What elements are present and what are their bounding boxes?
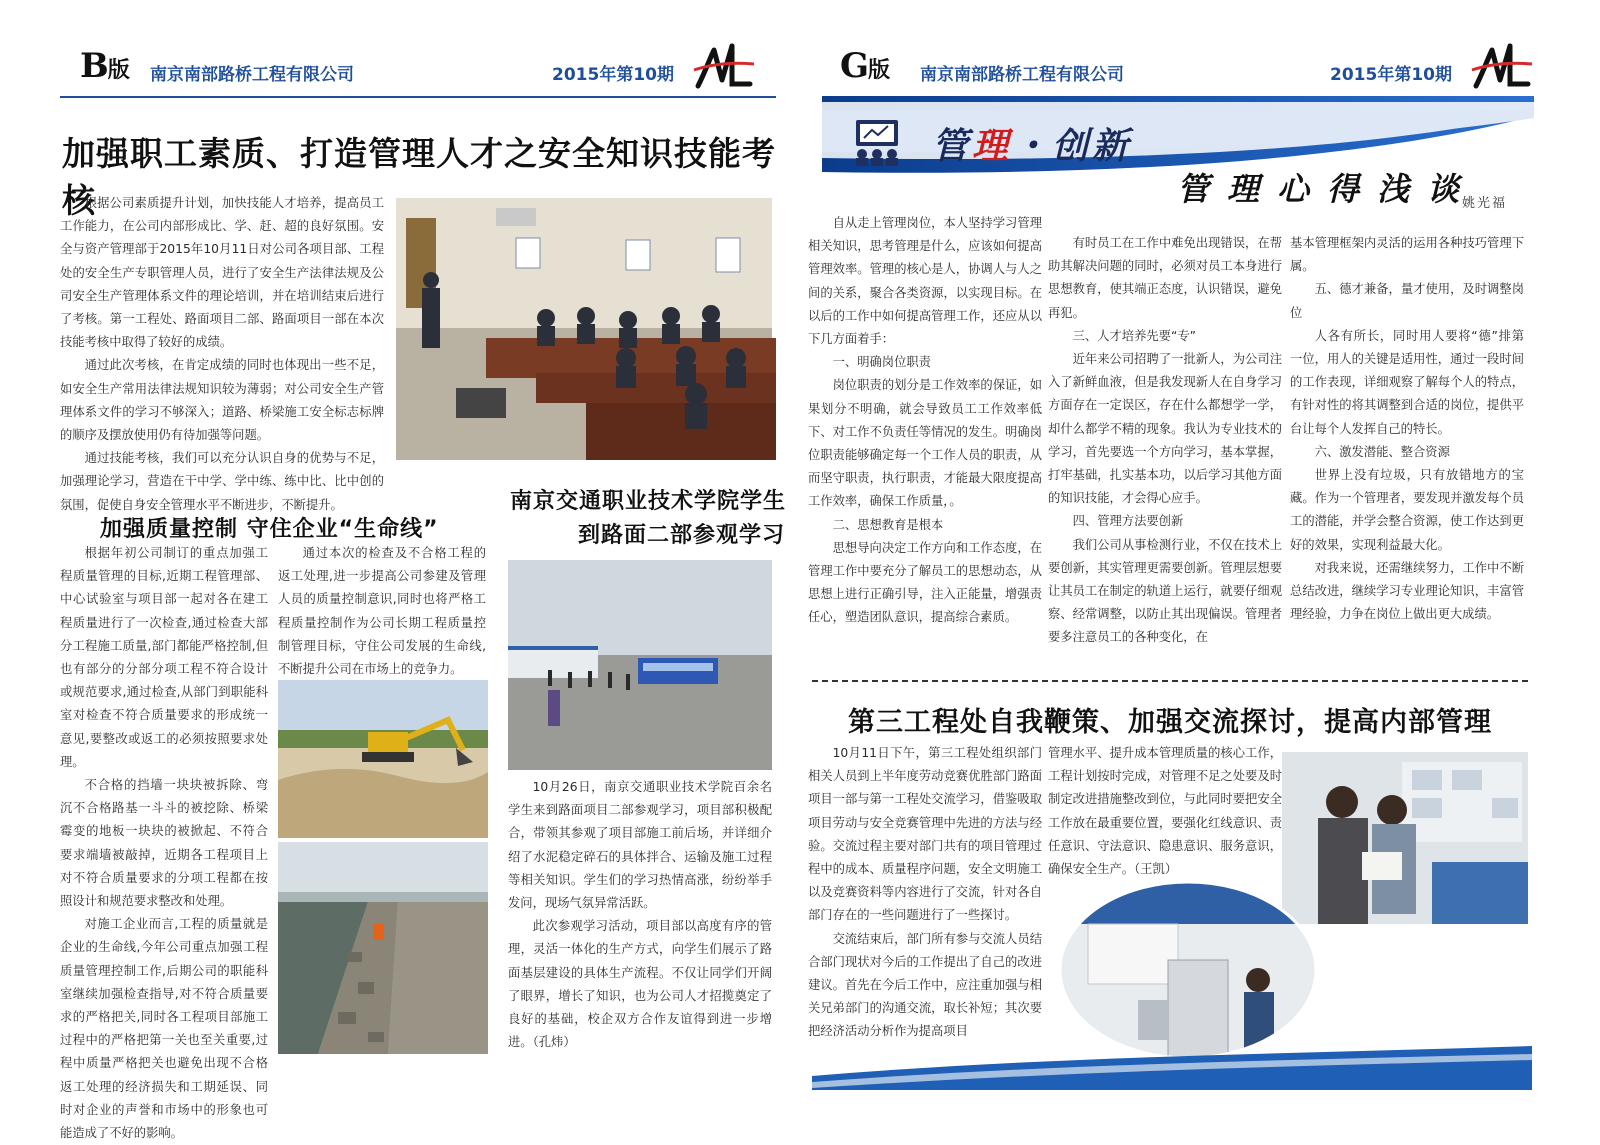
- section-heading: 六、激发潜能、整合资源: [1314, 444, 1450, 459]
- page-b-header-rule: [60, 96, 776, 98]
- paragraph: 我们公司从事检测行业，不仅在技术上要创新，其实管理更需要创新。管理层想要让其员工在制定的轨道上运行，就要仔细观察、经常调整，以防止其出现偏误。管理者要多注意员工的各种变化，在: [1048, 537, 1282, 645]
- article-quality-col2: [278, 542, 486, 681]
- page-b-issue: 2015年第10期: [552, 65, 674, 85]
- paragraph: 岗位职责的划分是工作效率的保证，如果划分不明确，就会导致员工工作效率低下、对工作不负责任等情况的发生。明确岗位职责能够确定每一个工作人员的职责，从而坚守职责，执行职责，才能最大限度提高工作效率，确保工作质量，。: [808, 378, 1042, 509]
- page-g-version: [840, 46, 889, 86]
- paragraph: 不合格的挡墙一块块被拆除、弯沉不合格路基一斗斗的被挖除、桥梁霉变的地板一块块的被掀起、不符合要求端墙被敲掉，近期各工程项目上对不符合质量要求的分项工程都在按照设计和规范要求整改和处理。: [60, 778, 268, 909]
- paragraph: 世界上没有垃圾，只有放错地方的宝藏。作为一个管理者，要发现并激发每个员工的潜能，并学会整合资源，使工作达到更好的效果，实现利益最大化。: [1290, 468, 1524, 552]
- article-student-visit-body: [508, 776, 772, 1054]
- article-title-third-division: 第三工程处自我鞭策、加强交流探讨，提高内部管理: [848, 707, 1492, 738]
- paragraph: 人各有所长，同时用人要将“德”排第一位，用人的关键是适用性，通过一段时间的工作表现，详细观察了解每个人的特点，有针对性的将其调整到合适的岗位，提供平台让每个人发挥自己的特长。: [1290, 328, 1524, 436]
- photo-lab-inspection: [1058, 880, 1318, 1060]
- paragraph: 管理水平、提升成本管理质量的核心工作，工程计划按时完成，对管理不足之处要及时制定改进措施整改到位，与此同时要把安全工作放在最重要位置，要强化红线意识、责任意识、守法意识、隐患意识、服务意识，确保安全生产。（王凯）: [1048, 746, 1282, 877]
- essay-author: 姚光福: [1462, 196, 1508, 211]
- version-suffix: 版: [107, 57, 129, 83]
- paragraph: 通过技能考核，我们可以充分认识自身的优势与不足，加强理论学习，营造在干中学、学中练、练中比、比中创的氛围，促使自身安全管理水平不断进步，不断提升。: [60, 451, 384, 512]
- banner-title-part: 管: [932, 125, 973, 167]
- page-b-company-name: 南京南部路桥工程有限公司: [150, 65, 354, 85]
- photo-excavator: [278, 680, 488, 838]
- section-divider: [812, 680, 1528, 682]
- section-heading: 五、德才兼备，量才使用，及时调整岗位: [1290, 282, 1524, 320]
- photo-training-classroom: [396, 198, 772, 460]
- essay-col1: [808, 212, 1042, 630]
- essay-col2: [1048, 232, 1282, 650]
- version-letter: B: [80, 46, 108, 86]
- banner-title-accent: 理: [972, 125, 1013, 167]
- article-third-division-col2: [1048, 742, 1282, 881]
- version-letter: G: [840, 46, 869, 86]
- page-b-header: [0, 40, 790, 100]
- article-third-division-col1: [808, 742, 1042, 1044]
- page-b-version: [80, 46, 129, 86]
- section-heading: 四、管理方法要创新: [1072, 514, 1184, 529]
- paragraph: 此次参观学习活动，项目部以高度有序的管理，灵活一体化的生产方式，向学生们展示了路面基层建设的具体生产流程。不仅让同学们开阔了眼界，增长了知识，也为公司人才招揽奠定了良好的基础，校企双方合作友谊得到进一步增进。（孔炜）: [508, 919, 772, 1050]
- company-logo-icon: [1470, 40, 1534, 92]
- photo-stone-retaining-wall: [278, 842, 488, 1054]
- section-heading: 三、人才培养先要“专”: [1072, 328, 1197, 343]
- paragraph: 有时员工在工作中难免出现错误，在帮助其解决问题的同时，必须对员工本身进行思想教育，使其端正态度，认识错误，避免再犯。: [1048, 236, 1282, 320]
- presentation-icon: [850, 118, 904, 166]
- footer-wave-decoration: [812, 1046, 1532, 1090]
- photo-student-visit: [508, 560, 772, 770]
- page-g-header: [822, 40, 1600, 100]
- page-g-issue: 2015年第10期: [1330, 65, 1452, 85]
- photo-office-discussion: [1282, 752, 1528, 924]
- paragraph: 10月26日，南京交通职业技术学院百余名学生来到路面项目二部参观学习，项目部积极配合，带领其参观了项目部施工前后场，并详细介绍了水泥稳定碎石的具体拌合、运输及施工过程等相关知识。学生们的学习热情高涨，纷纷举手发问，现场气氛异常活跃。: [508, 780, 772, 911]
- paragraph: 对施工企业而言,工程的质量就是企业的生命线,今年公司重点加强工程质量管理控制工作,后期公司的职能科室继续加强检查指导,对不符合质量要求的严格把关,同时各工程项目部施工过程中的严格把第一关也至关重要,过程中质量严格把关也避免出现不合格返工处理的经济损失和工期延误、同时对企业的声誉和市场中的形象也可能造成了不好的影响。: [60, 917, 268, 1141]
- article-safety-exam-body: [60, 192, 384, 517]
- paragraph: 对我来说，还需继续努力，工作中不断总结改进，继续学习专业理论知识，丰富管理经验，力争在岗位上做出更大成绩。: [1290, 560, 1524, 622]
- paragraph: 基本管理框架内灵活的运用各种技巧管理下属。: [1290, 236, 1524, 274]
- page-g: [808, 0, 1600, 1090]
- section-heading: 一、明确岗位职责: [832, 355, 931, 370]
- article-title-student-visit-line1: 南京交通职业技术学院学生: [510, 489, 787, 514]
- essay-title: 管理心得浅谈: [1177, 170, 1478, 208]
- article-quality-col1: [60, 542, 268, 1145]
- article-title-student-visit-line2: 到路面二部参观学习: [578, 523, 786, 548]
- article-title-safety-exam: 加强职工素质、打造管理人才之安全知识技能考核: [62, 134, 776, 220]
- article-title-quality-control: 加强质量控制 守住企业“生命线”: [100, 517, 439, 542]
- paragraph: 10月11日下午，第三工程处组织部门相关人员到上半年度劳动竞赛优胜部门路面项目一部与第一工程处交流学习，借鉴吸取项目劳动与安全竞赛管理中先进的方法与经验。交流过程主要对部门共有的项目管理过程中的成本、质量程序问题，安全文明施工以及竞赛资料等内容进行了交流，针对各自部门存在的一些问题进行了一些探讨。: [808, 746, 1042, 923]
- paragraph: 自从走上管理岗位，本人坚持学习管理相关知识，思考管理是什么，应该如何提高管理效率。管理的核心是人，协调人与人之间的关系，聚合各类资源，以实现目标。在以后的工作中如何提高管理工作，还应从以下几方面着手：: [808, 216, 1042, 347]
- paragraph: 通过此次考核，在肯定成绩的同时也体现出一些不足，如安全生产常用法律法规知识较为薄弱；对公司安全生产管理体系文件的学习不够深入；道路、桥梁施工安全标志标牌的顺序及摆放使用仍有待加强等问题。: [60, 358, 384, 443]
- section-heading: 二、思想教育是根本: [832, 517, 944, 532]
- version-suffix: 版: [868, 57, 890, 83]
- banner-title-part: ・创新: [1012, 125, 1133, 167]
- page-g-company-name: 南京南部路桥工程有限公司: [920, 65, 1124, 85]
- paragraph: 根据年初公司制订的重点加强工程质量管理的目标,近期工程管理部、中心试验室与项目部一起对各在建工程质量进行了一次检查,通过检查大部分工程施工质量,部门都能严格控制,但也有部分的分部分项工程不符合设计或规范要求,通过检查,从部门到职能科室对检查不符合质量要求的形成统一意见,要整改或返工的必须按照要求处理。: [60, 546, 268, 769]
- page-b: [0, 0, 790, 1141]
- paragraph: 近年来公司招聘了一批新人，为公司注入了新鲜血液，但是我发现新人在自身学习方面存在一定误区，存在什么都想学一学，却什么都学不精的现象。我认为专业技术的学习，首先要选一个方向学习，基本掌握，打牢基础，扎实基本功，以后学习其他方面的知识技能，才会得心应手。: [1048, 352, 1282, 506]
- paragraph: 通过本次的检查及不合格工程的返工处理,进一步提高公司参建及管理人员的质量控制意识,同时也将严格工程质量控制作为公司长期工程质量控制管理目标，守住公司发展的生命线,不断提升公司在市场上的竞争力。: [278, 546, 486, 677]
- paragraph: 思想导向决定工作方向和工作态度，在管理工作中要充分了解员工的思想动态，从思想上进行正确引导，注入正能量，增强责任心，塑造团队意识，提高综合素质。: [808, 540, 1042, 625]
- management-innovation-banner: [822, 96, 1534, 174]
- essay-col3: [1290, 232, 1524, 626]
- paragraph: 交流结束后，部门所有参与交流人员结合部门现状对今后的工作提出了自己的改进建议。首先在今后工作中，应注重加强与相关兄弟部门的沟通交流，取长补短；其次要把经济活动分析作为提高项目: [808, 931, 1042, 1039]
- banner-title: [932, 118, 1132, 169]
- company-logo-icon: [692, 40, 756, 92]
- paragraph: 根据公司素质提升计划，加快技能人才培养，提高员工工作能力，在公司内部形成比、学、赶、超的良好氛围。安全与资产管理部于2015年10月11日对公司各项目部、工程处的安全生产专职管理人员，进行了安全生产法律法规及公司安全生产管理体系文件的理论培训，并在培训结束后进行了考核。第一工程处、路面项目二部、路面项目一部在本次技能考核中取得了较好的成绩。: [60, 196, 384, 350]
